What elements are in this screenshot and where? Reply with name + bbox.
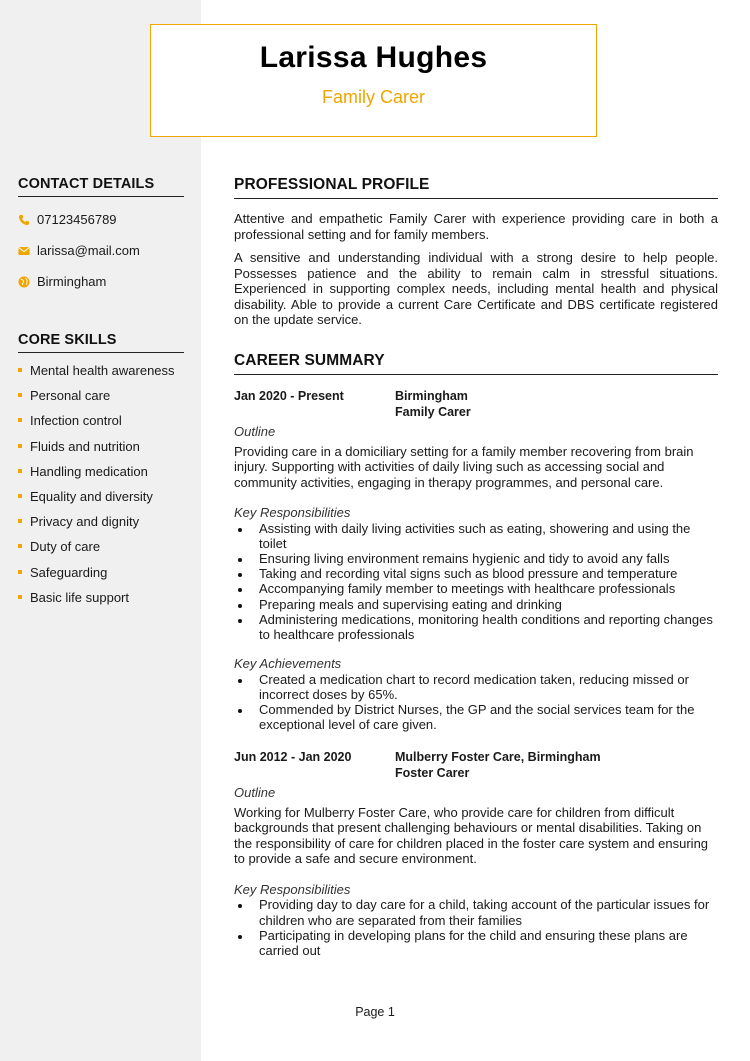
skill-item: Mental health awareness — [18, 363, 184, 379]
phone-icon — [18, 214, 30, 226]
contact-location-text: Birmingham — [37, 274, 107, 289]
skill-item: Handling medication — [18, 464, 184, 480]
skill-item: Basic life support — [18, 590, 184, 606]
career-section — [234, 352, 718, 958]
job-employer: Mulberry Foster Care, Birmingham — [395, 750, 601, 765]
responsibilities-label: Key Responsibilities — [234, 881, 351, 897]
job-dates: Jan 2020 - Present — [234, 389, 344, 403]
achievements-list — [234, 672, 718, 733]
list-item: Ensuring living environment remains hygienic and tidy to avoid any falls — [234, 551, 718, 566]
skill-item: Personal care — [18, 388, 184, 404]
contact-email — [18, 242, 184, 259]
page-number: Page 1 — [355, 1005, 395, 1019]
skills-section — [18, 332, 184, 615]
profile-paragraph: Attentive and empathetic Family Carer with experience providing care in both a professional setting and for family members. — [234, 211, 718, 242]
skill-item: Privacy and dignity — [18, 514, 184, 530]
job-title: Family Carer — [395, 404, 471, 419]
skill-item: Infection control — [18, 413, 184, 429]
outline-label: Outline — [234, 785, 276, 801]
job-header — [234, 389, 718, 420]
responsibilities-label: Key Responsibilities — [234, 505, 351, 520]
profile-section — [234, 176, 718, 328]
list-item: Participating in developing plans for the child and ensuring these plans are carried out — [234, 928, 718, 958]
responsibilities-list — [234, 897, 718, 958]
candidate-role: Family Carer — [321, 87, 425, 107]
contact-email-text: larissa@mail.com — [37, 243, 140, 258]
job-header — [234, 750, 718, 781]
job-dates: Jun 2012 - Jan 2020 — [234, 750, 352, 765]
skill-item: Duty of care — [18, 539, 184, 555]
job-outline: Working for Mulberry Foster Care, who provide care for children from difficult backgrounds that present challenging behaviours or mental disabilities. Taking on the responsibility of care for children placed in the foster care system and ensuring to provide a safe and secure environment. — [234, 804, 709, 867]
list-item: Preparing meals and supervising eating and drinking — [234, 597, 718, 612]
job-outline: Providing care in a domiciliary setting for a family member recovering from brain injury. Supporting with activities of daily living such as accessing social and community activities, engaging in therapy programmes, and personal care. — [234, 443, 694, 490]
skills-list — [18, 363, 184, 605]
achievements-label: Key Achievements — [234, 656, 342, 672]
contact-heading: CONTACT DETAILS — [18, 176, 184, 197]
skill-item: Safeguarding — [18, 565, 184, 581]
list-item: Administering medications, monitoring health conditions and reporting changes to healthcare professionals — [234, 612, 718, 642]
list-item: Providing day to day care for a child, taking account of the particular issues for children who are separated from their families — [234, 897, 718, 927]
email-icon — [18, 245, 30, 257]
responsibilities-list — [234, 521, 718, 643]
outline-label: Outline — [234, 424, 276, 439]
skill-item: Equality and diversity — [18, 489, 184, 505]
contact-section — [18, 176, 184, 290]
list-item: Assisting with daily living activities such as eating, showering and using the toilet — [234, 521, 718, 551]
profile-paragraph: A sensitive and understanding individual with a strong desire to help people. Possesses patience and the ability to remain calm in stressful situations. Experienced in supporting complex needs, including mental health and physical disability. Able to provide a current Care Certificate and DBS certificate registered on the update service. — [234, 250, 718, 327]
list-item: Taking and recording vital signs such as blood pressure and temperature — [234, 566, 718, 581]
list-item: Accompanying family member to meetings with healthcare professionals — [234, 581, 718, 596]
contact-phone — [18, 211, 184, 228]
career-heading: CAREER SUMMARY — [234, 352, 718, 375]
globe-icon — [18, 276, 30, 288]
profile-heading: PROFESSIONAL PROFILE — [234, 176, 718, 199]
job-title: Foster Carer — [395, 765, 470, 780]
candidate-name: Larissa Hughes — [259, 41, 488, 74]
job-entry — [234, 750, 718, 958]
job-employer: Birmingham — [395, 389, 468, 403]
contact-phone-text: 07123456789 — [37, 212, 117, 227]
list-item: Commended by District Nurses, the GP and the social services team for the exceptional level of care given. — [234, 702, 718, 732]
skills-heading: CORE SKILLS — [18, 332, 184, 353]
header-box — [150, 24, 597, 137]
job-entry — [234, 389, 718, 732]
skill-item: Fluids and nutrition — [18, 439, 184, 455]
list-item: Created a medication chart to record medication taken, reducing missed or incorrect doses by 65%. — [234, 672, 718, 702]
contact-location — [18, 273, 184, 290]
